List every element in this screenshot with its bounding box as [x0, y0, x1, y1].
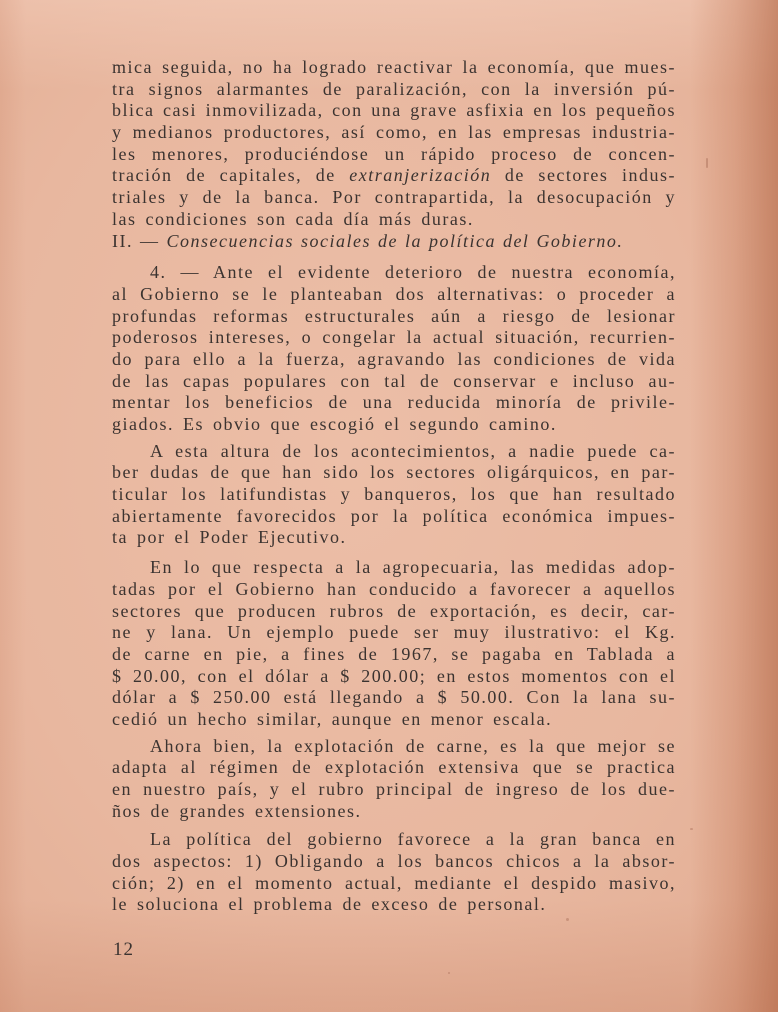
text-line: les menores, produciéndose un rápido proceso de concen- — [112, 143, 676, 164]
text-line: En lo que respecta a la agropecuaria, las medidas adop- — [150, 557, 676, 578]
text-line: ticular los latifundistas y banqueros, los que han resultado — [112, 484, 676, 505]
text-line: triales y de la banca. Por contrapartida, la desocupación y — [112, 187, 676, 208]
page-number: 12 — [113, 939, 134, 960]
text-line: ne y lana. Un ejemplo puede ser muy ilustrativo: el Kg. — [112, 622, 676, 643]
text-line: tadas por el Gobierno han conducido a favorecer a aquellos — [112, 578, 676, 599]
text-segment: de sectores indus- — [491, 165, 676, 186]
section-title: Consecuencias sociales de la política del Gobierno. — [166, 230, 624, 251]
text-line: mentar los beneficios de una reducida minoría de privile- — [112, 392, 676, 413]
paragraph — [112, 557, 676, 731]
body-text — [112, 57, 676, 916]
paragraph — [112, 829, 676, 916]
text-segment: tración de capitales, de — [112, 165, 350, 186]
text-line: profundas reformas estructurales aún a riesgo de lesionar — [112, 305, 676, 326]
scan-speck — [448, 972, 450, 974]
text-line: abiertamente favorecidos por la política económica impues- — [112, 505, 676, 526]
text-line: tra signos alarmantes de paralización, con la inversión pú- — [112, 78, 676, 99]
text-line: mica seguida, no ha logrado reactivar la economía, que mues- — [112, 57, 676, 77]
text-line: La política del gobierno favorece a la gran banca en — [150, 829, 676, 850]
text-line: do para ello a la fuerza, agravando las condiciones de vida — [112, 348, 676, 369]
text-line: 4. — Ante el evidente deterioro de nuestra economía, — [150, 262, 676, 283]
text-line: de las capas populares con tal de conservar e incluso au- — [112, 370, 676, 391]
scan-speck — [690, 828, 693, 830]
text-line: dólar a $ 250.00 está llegando a $ 50.00. Con la lana su- — [112, 687, 676, 708]
paragraph — [112, 441, 676, 549]
text-line: $ 20.00, con el dólar a $ 200.00; en estos momentos con el — [112, 665, 676, 686]
text-line: las condiciones son cada día más duras. — [112, 208, 474, 229]
text-line: de carne en pie, a fines de 1967, se pagaba en Tablada a — [112, 643, 676, 664]
text-line: ta por el Poder Ejecutivo. — [112, 527, 347, 548]
text-line: poderosos intereses, o congelar la actual situación, recurrien- — [112, 327, 676, 348]
text-line: adapta al régimen de explotación extensiva que se practica — [112, 757, 676, 778]
text-line: blica casi inmovilizada, con una grave asfixia en los pequeños — [112, 100, 676, 121]
scan-speck — [706, 158, 708, 168]
section-number: II. — — [112, 230, 160, 251]
text-line: en nuestro país, y el rubro principal de ingreso de los due- — [112, 779, 676, 799]
text-line: ción; 2) en el momento actual, mediante el despido masivo, — [112, 872, 676, 893]
text-line — [112, 165, 676, 187]
emphasized-term: extranjerización — [349, 165, 492, 186]
text-line: sectores que producen rubros de exportación, es decir, car- — [112, 600, 676, 621]
scan-speck — [566, 918, 569, 921]
text-line: ber dudas de que han sido los sectores oligárquicos, en par- — [112, 462, 676, 483]
text-line: cedió un hecho similar, aunque en menor escala. — [112, 708, 553, 729]
paragraph — [112, 736, 676, 823]
text-line: ños de grandes extensiones. — [112, 800, 362, 821]
paragraph-continuation — [112, 57, 676, 231]
text-line: le soluciona el problema de exceso de personal. — [112, 894, 547, 915]
paragraph — [112, 262, 676, 436]
section-heading — [112, 231, 676, 253]
text-line: A esta altura de los acontecimientos, a nadie puede ca- — [150, 440, 676, 461]
text-line: giados. Es obvio que escogió el segundo camino. — [112, 414, 557, 434]
text-line: Ahora bien, la explotación de carne, es la que mejor se — [150, 735, 676, 756]
text-line: dos aspectos: 1) Obligando a los bancos chicos a la absor- — [112, 851, 676, 872]
text-line: y medianos productores, así como, en las empresas industria- — [112, 122, 676, 143]
text-line: al Gobierno se le planteaban dos alternativas: o proceder a — [112, 283, 676, 304]
